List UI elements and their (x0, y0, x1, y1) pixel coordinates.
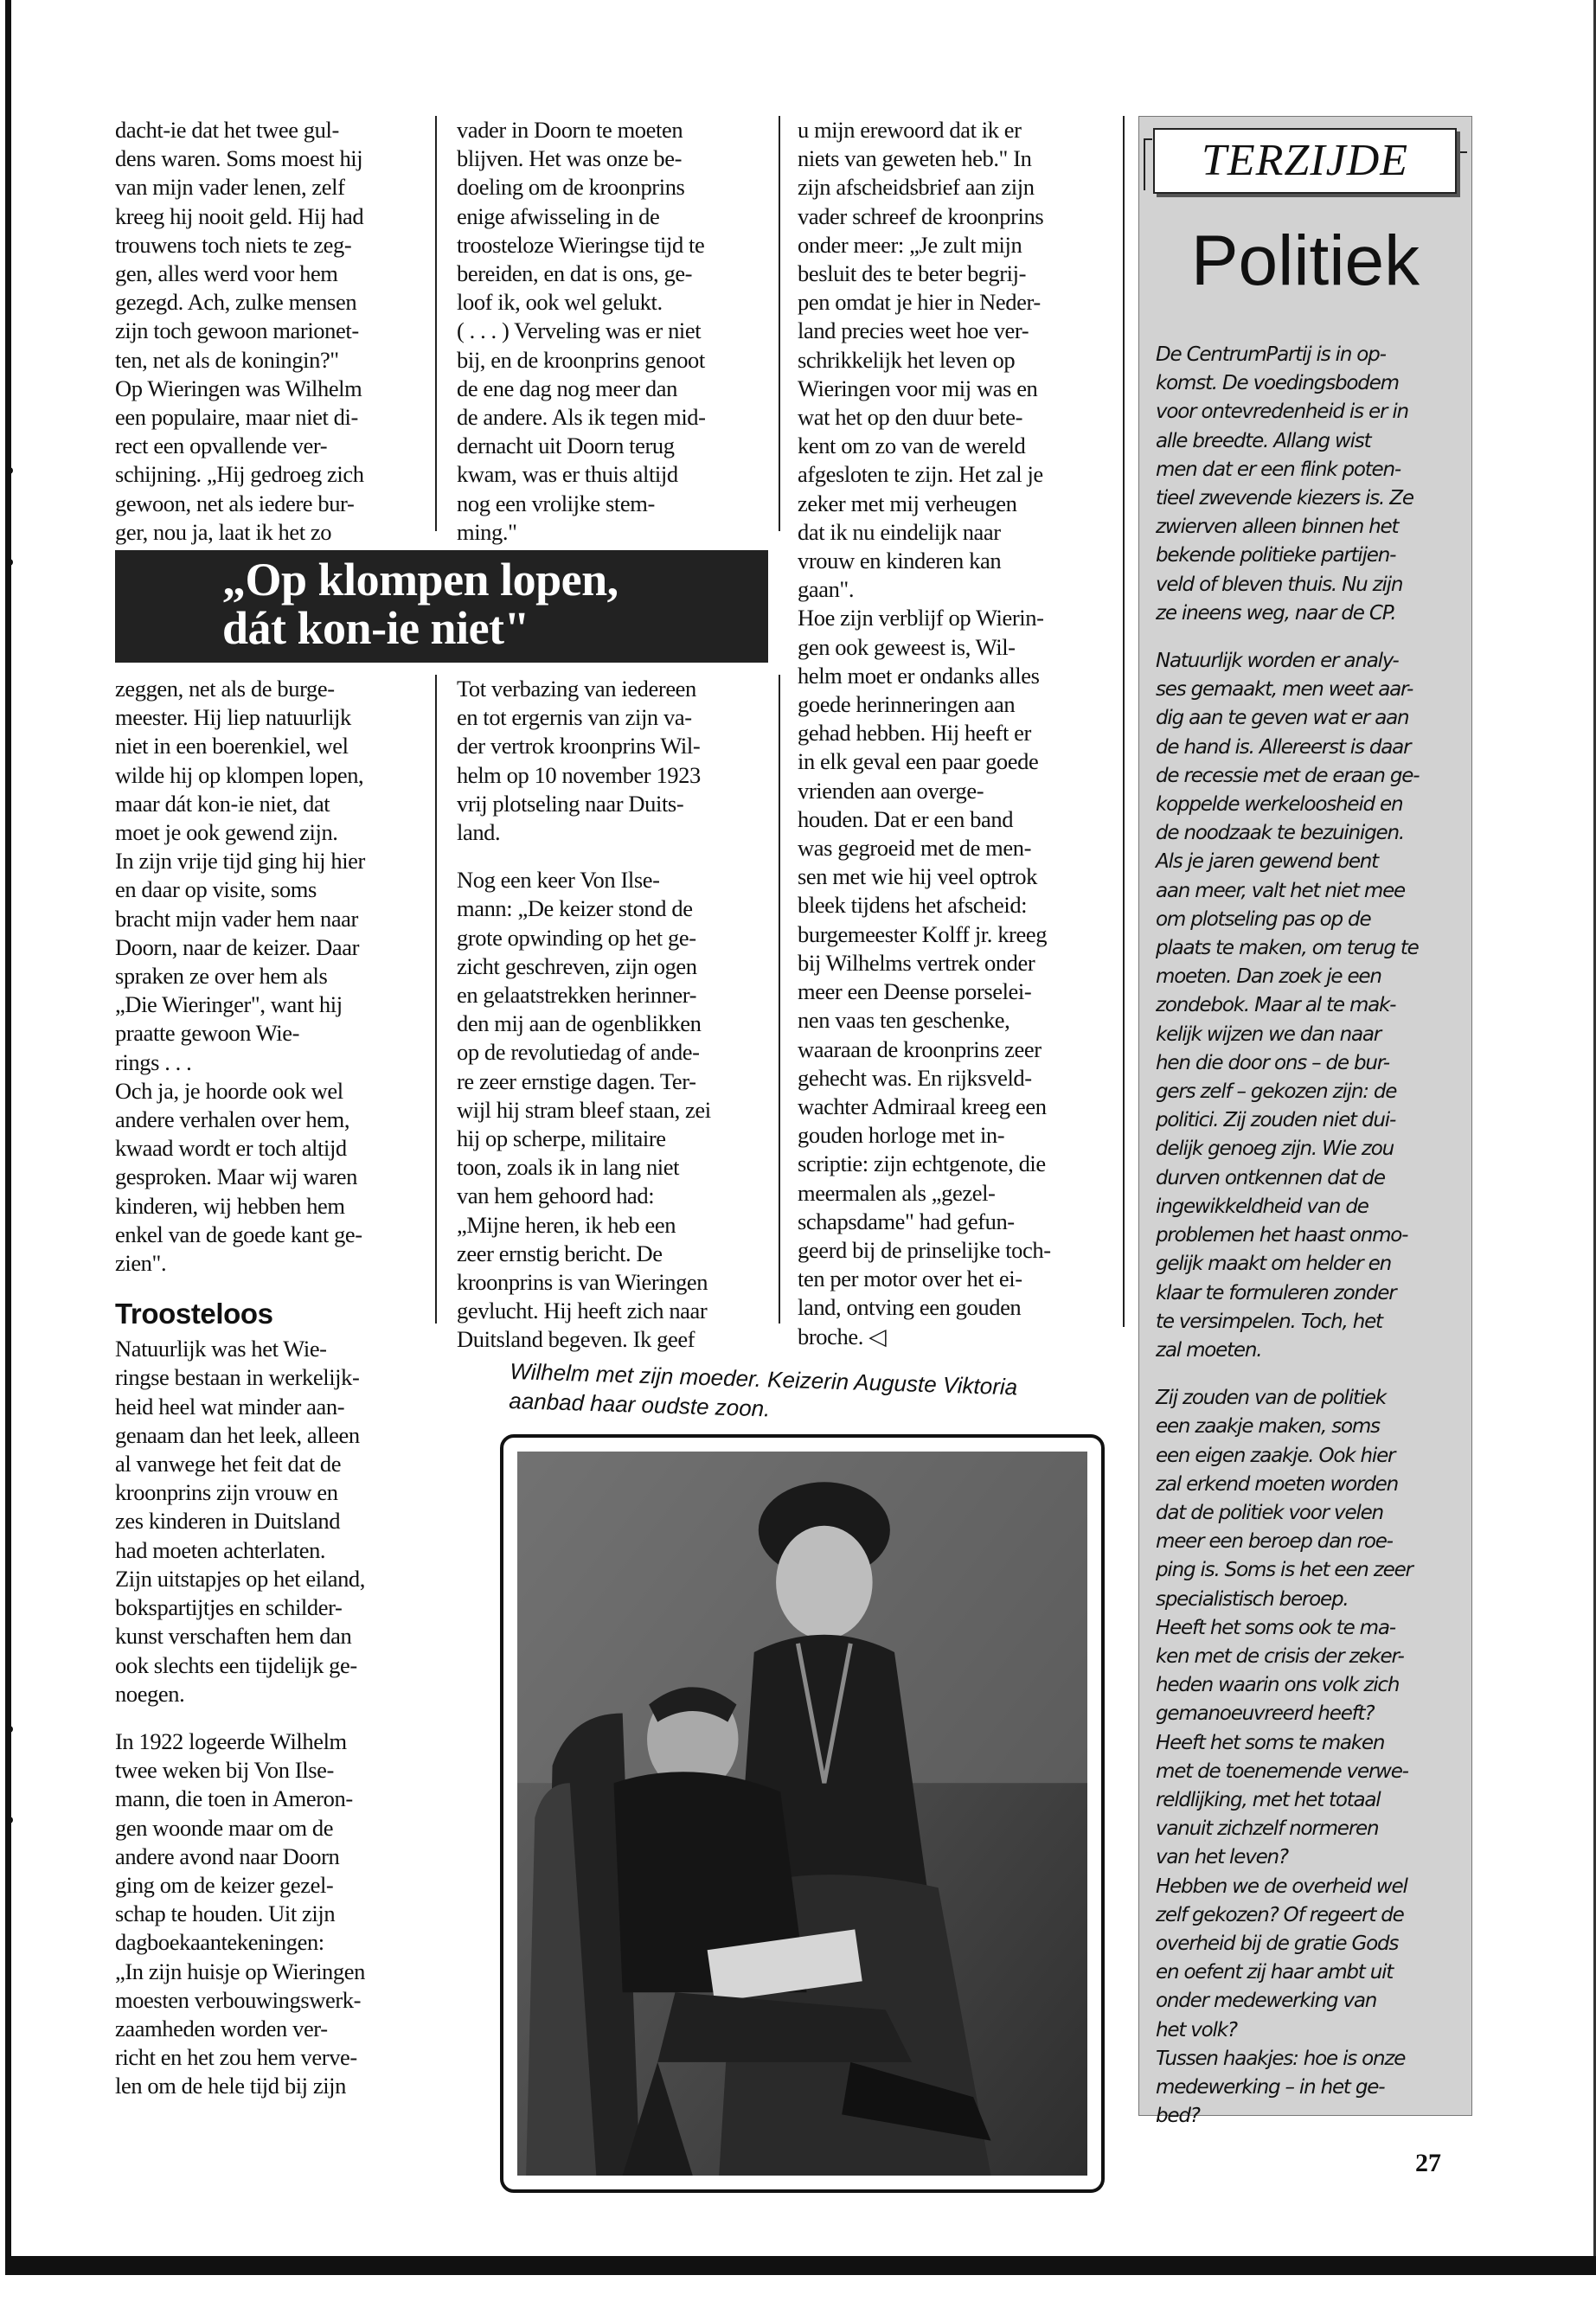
column2-paragraph-mid: Tot verbazing van iedereen en tot ergernis van zijn va- der vertrok kroonprins Wil- helm op 10 november 1923 vrij plotseling naar Duits- land. (457, 676, 701, 846)
page-frame-bottom (5, 2256, 1596, 2275)
margin-mark (6, 467, 13, 474)
sidebar-text (1156, 341, 1467, 2131)
column3-paragraph: u mijn erewoord dat ik er niets van geweten heb." In zijn afscheidsbrief aan zijn vader schreef de kroonprins onder meer: „Je zult mijn besluit des te beter begrij- pen omdat je hier in Neder- land precies weet hoe ver- schrikkelijk het leven op Wieringen voor mij was en wat het op den duur bete- kent om zo van de wereld afgesloten te zijn. Het zal je zeker met mij verheugen dat ik nu eindelijk naar vrouw en kinderen kan gaan". Hoe zijn verblijf op Wierin- gen ook geweest is, Wil- helm moet er ondanks alles goede herinneringen aan gehad hebben. Hij heeft er in elk geval een paar goede vrienden aan overge- houden. Dat er een band was gegroeid met de men- sen met wie hij veel optrok bleek tijdens het afscheid: burgemeester Kolff jr. kreeg bij Wilhelms vertrek onder meer een Deense porselei- nen vaas ten geschenke, waaraan de kroonprins zeer gehecht was. En rijksveld- wachter Admiraal kreeg een gouden horloge met in- scriptie: zijn echtgenote, die meermalen als „gezel- schapsdame" had gefun- geerd bij de prinselijke toch- ten per motor over het ei- land, ontving een gouden broche. ◁ (798, 117, 1051, 1349)
article-column-3 (798, 116, 1118, 1351)
page-frame-left (5, 0, 11, 2259)
column-rule (779, 116, 780, 531)
margin-mark (6, 559, 13, 566)
sidebar-paragraph-2: Natuurlijk worden er analy- ses gemaakt, men weet aar- dig aan te geven wat er aan de hand is. Allereerst is daar de recessie met de eraan ge- koppelde werkeloosheid en de noodzaak te bezuinigen. Als je jaren gewend bent aan meer, valt het niet mee om plotseling pas op de plaats te maken, om terug te moeten. Dan zoek je een zondebok. Maar al te mak- kelijk wijzen we dan naar hen die door ons – de bur- gers zelf – gekozen zijn: de politici. Zij zouden niet dui- delijk genoeg zijn. Wie zou durven ontkennen dat de ingewikkeldheid van de problemen het haast onmo- gelijk maakt om helder en klaar te formuleren zonder te versimpelen. Toch, het zal moeten. (1156, 650, 1420, 1362)
decorative-line (1144, 138, 1145, 190)
margin-mark (6, 1817, 13, 1823)
column1-paragraph-top: dacht-ie dat het twee gul- dens waren. Soms moest hij van mijn vader lenen, zelf kreeg hij nooit geld. Hij had trouwens toch niets te zeg- gen, alles werd voor hem gezegd. Ach, zulke mensen zijn toch gewoon marionet- ten, net als de koningin?" Op Wieringen was Wilhelm een populaire, maar niet di- rect een opvallende ver- schijning. „Hij gedroeg zich gewoon, net als iedere bur- ger, nou ja, laat ik het zo (115, 117, 364, 545)
column2-paragraph-top: vader in Doorn te moeten blijven. Het was onze be- doeling om de kroonprins enige afwisseling in de troosteloze Wieringse tijd te bereiden, en dat is ons, ge- loof ik, ook wel gelukt. ( . . . ) Verveling was er niet bij, en de kroonprins genoot de ene dag nog meer dan de andere. Als ik tegen mid- dernacht uit Doorn terug kwam, was er thuis altijd nog een vrolijke stem- ming." (457, 117, 706, 545)
column-rule (779, 675, 780, 1324)
subheading-troosteloos: Troosteloos (115, 1298, 273, 1330)
decorative-line (1457, 151, 1467, 153)
photo-caption: Wilhelm met zijn moeder. Keizerin Auguste Viktoria aanbad haar oudste zoon. (508, 1357, 1018, 1422)
pull-quote-headline-box (115, 550, 768, 663)
column1-paragraph-troosteloos: Natuurlijk was het Wie- ringse bestaan in werkelijk- heid heel wat minder aan- genaam dan het leek, alleen al vanwege het feit dat de kroonprins zijn vrouw en zes kinderen in Duitsland had moeten achterlaten. Zijn uitstapjes op het eiland, bokspartijtjes en schilder- kunst verschaften hem dan ook slechts een tijdelijk ge- noegen. (115, 1336, 366, 1707)
article-column-1 (115, 116, 426, 547)
margin-mark (6, 1726, 13, 1733)
sidebar-title: Politiek (1190, 221, 1420, 300)
sidebar-paragraph-1: De CentrumPartij is in op- komst. De voedingsbodem voor ontevredenheid is er in alle breedte. Allang wist men dat er een flink poten- tieel zwevende kiezers is. Ze zwierven alleen binnen het bekende politieke partijen- veld of bleven thuis. Nu zijn ze ineens weg, naar de CP. (1156, 343, 1413, 625)
column2-paragraph-quote: Nog een keer Von Ilse- mann: „De keizer stond de grote opwinding op het ge- zicht geschreven, zijn ogen en gelaatstrekken herinner- den mij aan de ogenblikken op de revolutiedag of ande- re zeer ernstige dagen. Ter- wijl hij stram bleef staan, zei hij op scherpe, militaire toon, zoals ik in lang niet van hem gehoord had: „Mijne heren, ik heb een zeer ernstig bericht. De kroonprins is van Wieringen gevlucht. Hij heeft zich naar Duitsland begeven. Ik geef (457, 867, 711, 1353)
photo-illustration (517, 1452, 1087, 2176)
article-column-2 (457, 116, 768, 547)
column-rule (435, 116, 437, 531)
terzijde-label: TERZIJDE (1201, 136, 1409, 185)
article-column-2-lower (457, 675, 768, 1355)
column-rule (1123, 116, 1125, 1327)
photo-frame (500, 1434, 1105, 2193)
column1-paragraph-mid: zeggen, net als de burge- meester. Hij liep natuurlijk niet in een boerenkiel, wel wilde hij op klompen lopen, maar dát kon-ie niet, dat moet je ook gewend zijn. In zijn vrije tijd ging hij hier en daar op visite, soms bracht mijn vader hem naar Doorn, naar de keizer. Daar spraken ze over hem als „Die Wieringer", want hij praatte gewoon Wie- rings . . . Och ja, je hoorde ook wel andere verhalen over hem, kwaad wordt er toch altijd gesproken. Maar wij waren kinderen, wij hebben hem enkel van de goede kant ge- zien". (115, 676, 365, 1277)
column1-paragraph-bottom: In 1922 logeerde Wilhelm twee weken bij Von Ilse- mann, die toen in Ameron- gen woonde maar om de andere avond naar Doorn ging om de keizer gezel- schap te houden. Uit zijn dagboekaantekeningen: „In zijn huisje op Wieringen moesten verbouwingswerk- zaamheden worden ver- richt en het zou hem verve- len om de hele tijd bij zijn (115, 1727, 365, 2099)
column-rule (435, 675, 437, 1324)
article-column-1-lower (115, 675, 426, 2101)
terzijde-label-box (1153, 128, 1457, 194)
pull-quote-headline: „Op klompen lopen, dát kon-ie niet" (222, 554, 619, 654)
sidebar-paragraph-3: Zij zouden van de politiek een zaakje maken, soms een eigen zaakje. Ook hier zal erkend moeten worden dat de politiek voor velen meer een beroep dan roe- ping is. Soms is het een zeer specialistisch beroep. Heeft het soms ook te ma- ken met de crisis der zeker- heden waarin ons volk zich gemanoeuvreerd heeft? Heeft het soms te maken met de toenemende verwe- reldlijking, met het totaal vanuit zichzelf normeren van het leven? Hebben we de overheid wel zelf gekozen? Of regeert de overheid bij de gratie Gods en oefent zij haar ambt uit onder medewerking van het volk? Tussen haakjes: hoe is onze medewerking – in het ge- bed? (1156, 1387, 1413, 2128)
historic-photo (517, 1452, 1087, 2176)
page-number: 27 (1415, 2149, 1441, 2177)
